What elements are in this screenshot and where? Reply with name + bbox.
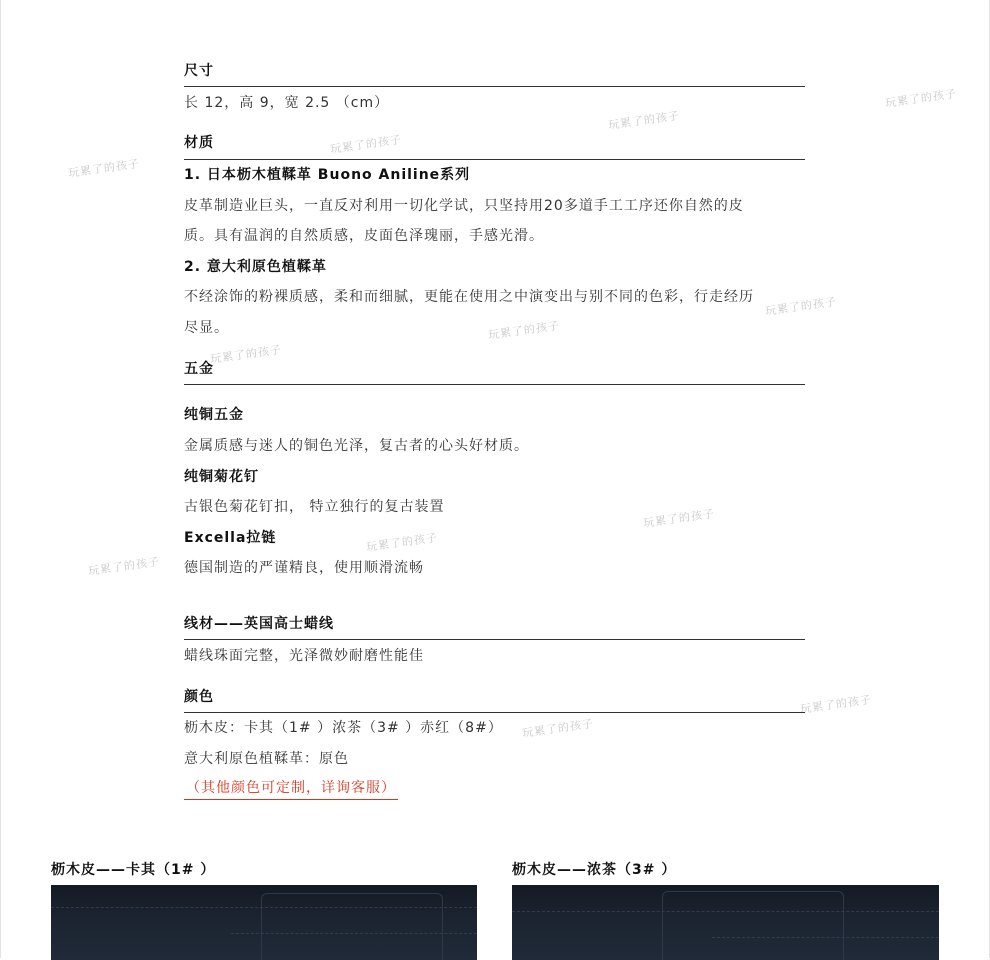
- watermark: 玩累了的孩子: [521, 717, 595, 740]
- watermark: 玩累了的孩子: [764, 295, 838, 318]
- section-divider: [184, 159, 805, 160]
- section-divider: [184, 712, 805, 713]
- section-divider: [184, 384, 805, 385]
- watermark: 玩累了的孩子: [487, 319, 561, 342]
- watermark: 玩累了的孩子: [607, 109, 681, 132]
- watermark: 玩累了的孩子: [329, 133, 403, 156]
- hardware-item-desc: 德国制造的严谨精良，使用顺滑流畅: [184, 560, 424, 576]
- watermark: 玩累了的孩子: [642, 507, 716, 530]
- watermark: 玩累了的孩子: [365, 531, 439, 554]
- section-divider: [184, 639, 805, 640]
- hardware-item-desc: 金属质感与迷人的铜色光泽，复古者的心头好材质。: [184, 438, 529, 454]
- thread-desc: 蜡线珠面完整，光泽微妙耐磨性能佳: [184, 648, 424, 664]
- watermark: 玩累了的孩子: [209, 343, 283, 366]
- hardware-item-title: 纯铜菊花钉: [184, 469, 259, 485]
- color-options: 枥木皮：卡其（1# ）浓茶（3# ）赤红（8#）: [184, 720, 503, 736]
- color-options: 意大利原色植鞣革：原色: [184, 751, 349, 767]
- material-heading: 材质: [184, 135, 214, 151]
- product-label: 枥木皮——浓茶（3# ）: [512, 862, 677, 878]
- material-item-desc: 不经涂饰的粉裸质感，柔和而细腻，更能在使用之中演变出与别不同的色彩，行走经历: [184, 289, 754, 305]
- section-divider: [184, 86, 805, 87]
- product-label: 枥木皮——卡其（1# ）: [51, 862, 216, 878]
- size-value: 长 12，高 9，宽 2.5 （cm）: [184, 95, 390, 111]
- custom-color-note: （其他颜色可定制，详询客服）: [184, 779, 398, 800]
- hardware-item-desc: 古银色菊花钉扣， 特立独行的复古装置: [184, 499, 445, 515]
- material-item-desc: 质。具有温润的自然质感，皮面色泽瑰丽，手感光滑。: [184, 228, 544, 244]
- hardware-item-title: Excella拉链: [184, 530, 277, 546]
- hardware-heading: 五金: [184, 361, 214, 377]
- watermark: 玩累了的孩子: [67, 157, 141, 180]
- size-heading: 尺寸: [184, 63, 214, 79]
- material-item-title: 1. 日本枥木植鞣革 Buono Aniline系列: [184, 167, 471, 183]
- product-photo: [51, 885, 477, 960]
- hardware-item-title: 纯铜五金: [184, 407, 244, 423]
- product-photo: [512, 885, 939, 960]
- color-heading: 颜色: [184, 689, 214, 705]
- watermark: 玩累了的孩子: [884, 87, 958, 110]
- thread-heading: 线材——英国高士蜡线: [184, 616, 334, 632]
- material-item-desc: 尽显。: [184, 320, 229, 336]
- watermark: 玩累了的孩子: [799, 693, 873, 716]
- material-item-desc: 皮革制造业巨头，一直反对利用一切化学试，只坚持用20多道手工工序还你自然的皮: [184, 198, 744, 214]
- material-item-title: 2. 意大利原色植鞣革: [184, 259, 327, 275]
- watermark: 玩累了的孩子: [87, 555, 161, 578]
